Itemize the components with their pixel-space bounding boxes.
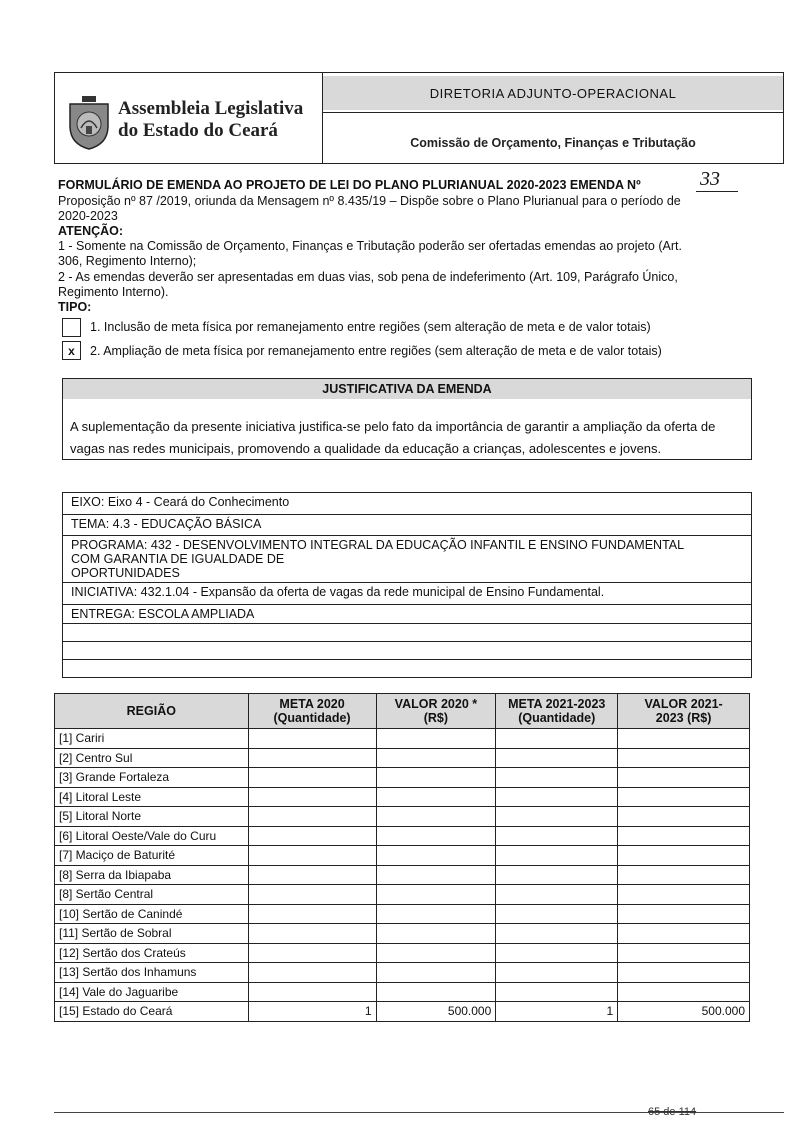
regiao-cell: [8] Serra da Ibiapaba bbox=[55, 865, 249, 885]
valor-2021-2023-cell[interactable] bbox=[618, 807, 750, 827]
proposicao-line-1: Proposição nº 87 /2019, oriunda da Mensagem nº 8.435/19 – Dispõe sobre o Plano Plurianual para o período de bbox=[58, 194, 681, 208]
regiao-cell: [1] Cariri bbox=[55, 729, 249, 749]
header-valor-2020-line1: VALOR 2020 * bbox=[394, 697, 478, 711]
valor-2021-2023-cell[interactable] bbox=[618, 982, 750, 1002]
meta-2020-cell[interactable] bbox=[248, 768, 376, 788]
valor-2021-2023-cell[interactable] bbox=[618, 826, 750, 846]
meta-2021-2023-cell[interactable]: 1 bbox=[496, 1002, 618, 1022]
valor-2020-cell[interactable] bbox=[376, 787, 496, 807]
table-row bbox=[55, 787, 750, 807]
valor-2020-cell[interactable] bbox=[376, 846, 496, 866]
meta-2021-2023-cell[interactable] bbox=[496, 904, 618, 924]
header-meta-2020-line1: META 2020 bbox=[279, 697, 345, 711]
valor-2020-cell[interactable] bbox=[376, 963, 496, 983]
table-header-row bbox=[55, 694, 750, 729]
regiao-cell: [2] Centro Sul bbox=[55, 748, 249, 768]
header-meta-2021-2023-line1: META 2021-2023 bbox=[508, 697, 606, 711]
table-row bbox=[55, 982, 750, 1002]
header-meta-2021-2023 bbox=[496, 694, 618, 729]
regiao-cell: [13] Sertão dos Inhamuns bbox=[55, 963, 249, 983]
form-title: FORMULÁRIO DE EMENDA AO PROJETO DE LEI DO PLANO PLURIANUAL 2020-2023 EMENDA Nº bbox=[58, 178, 641, 192]
meta-2020-cell[interactable] bbox=[248, 963, 376, 983]
valor-2020-cell[interactable] bbox=[376, 826, 496, 846]
table-row bbox=[55, 963, 750, 983]
valor-2021-2023-cell[interactable] bbox=[618, 729, 750, 749]
justificativa-line-1: A suplementação da presente iniciativa justifica-se pelo fato da importância de garantir a ampliação da oferta de bbox=[70, 419, 716, 434]
table-row bbox=[55, 865, 750, 885]
table-row bbox=[55, 885, 750, 905]
justificativa-text[interactable] bbox=[70, 416, 746, 460]
header-regiao: REGIÃO bbox=[55, 694, 249, 729]
iniciativa-field: INICIATIVA: 432.1.04 - Expansão da oferta de vagas da rede municipal de Ensino Fundamental. bbox=[63, 583, 751, 605]
atencao-item-2a: 2 - As emendas deverão ser apresentadas em duas vias, sob pena de indeferimento (Art. 109, Parágrafo Único, bbox=[58, 270, 678, 284]
tipo-2-checkbox[interactable]: x bbox=[62, 341, 81, 360]
meta-2020-cell[interactable] bbox=[248, 748, 376, 768]
meta-2020-cell[interactable] bbox=[248, 924, 376, 944]
meta-2020-cell[interactable] bbox=[248, 982, 376, 1002]
regiao-cell: [7] Maciço de Baturité bbox=[55, 846, 249, 866]
tipo-1-checkbox[interactable] bbox=[62, 318, 81, 337]
valor-2021-2023-cell[interactable] bbox=[618, 787, 750, 807]
entrega-rule-1 bbox=[62, 623, 752, 624]
meta-2020-cell[interactable] bbox=[248, 904, 376, 924]
valor-2021-2023-cell[interactable] bbox=[618, 885, 750, 905]
meta-2021-2023-cell[interactable] bbox=[496, 787, 618, 807]
directorate-title: DIRETORIA ADJUNTO-OPERACIONAL bbox=[429, 86, 677, 101]
entrega-field: ENTREGA: ESCOLA AMPLIADA bbox=[71, 607, 255, 621]
emenda-number: 33 bbox=[700, 168, 720, 190]
table-row bbox=[55, 924, 750, 944]
header-valor-2021-2023 bbox=[618, 694, 750, 729]
meta-2020-cell[interactable] bbox=[248, 846, 376, 866]
regiao-cell: [5] Litoral Norte bbox=[55, 807, 249, 827]
meta-2020-cell[interactable] bbox=[248, 826, 376, 846]
justificativa-heading: JUSTIFICATIVA DA EMENDA bbox=[322, 382, 492, 396]
atencao-item-2b: Regimento Interno). bbox=[58, 285, 169, 299]
valor-2021-2023-cell[interactable] bbox=[618, 943, 750, 963]
tipo-2-label: 2. Ampliação de meta física por remanejamento entre regiões (sem alteração de meta e de valor totais) bbox=[90, 344, 662, 358]
valor-2021-2023-cell[interactable] bbox=[618, 963, 750, 983]
regiao-cell: [14] Vale do Jaguaribe bbox=[55, 982, 249, 1002]
meta-2021-2023-cell[interactable] bbox=[496, 982, 618, 1002]
programa-line-2: COM GARANTIA DE IGUALDADE DE bbox=[71, 552, 285, 566]
table-row bbox=[55, 807, 750, 827]
meta-2021-2023-cell[interactable] bbox=[496, 729, 618, 749]
table-row bbox=[55, 729, 750, 749]
tipo-1-label: 1. Inclusão de meta física por remanejamento entre regiões (sem alteração de meta e de valor totais) bbox=[90, 320, 651, 334]
atencao-item-1a: 1 - Somente na Comissão de Orçamento, Finanças e Tributação poderão ser ofertadas emendas ao projeto (Art. bbox=[58, 239, 682, 253]
page-number: 65 de 114 bbox=[648, 1106, 697, 1118]
org-name-line2: do Estado do Ceará bbox=[118, 120, 278, 141]
regiao-cell: [10] Sertão de Canindé bbox=[55, 904, 249, 924]
table-row bbox=[55, 826, 750, 846]
meta-2021-2023-cell[interactable] bbox=[496, 943, 618, 963]
meta-2020-cell[interactable]: 1 bbox=[248, 1002, 376, 1022]
valor-2020-cell[interactable] bbox=[376, 729, 496, 749]
entrega-rule-2 bbox=[62, 641, 752, 642]
table-row bbox=[55, 1002, 750, 1022]
meta-2021-2023-cell[interactable] bbox=[496, 807, 618, 827]
valor-2020-cell[interactable] bbox=[376, 807, 496, 827]
regiao-table bbox=[54, 693, 750, 1022]
eixo-block bbox=[62, 492, 752, 678]
meta-2021-2023-cell[interactable] bbox=[496, 748, 618, 768]
meta-2020-cell[interactable] bbox=[248, 807, 376, 827]
header-meta-2021-2023-line2: (Quantidade) bbox=[518, 711, 596, 725]
valor-2020-cell[interactable] bbox=[376, 748, 496, 768]
table-row bbox=[55, 846, 750, 866]
programa-line-1: PROGRAMA: 432 - DESENVOLVIMENTO INTEGRAL DA EDUCAÇÃO INFANTIL E ENSINO FUNDAMENTAL bbox=[71, 538, 685, 552]
header-right-rule bbox=[322, 112, 784, 113]
meta-2020-cell[interactable] bbox=[248, 787, 376, 807]
valor-2020-cell[interactable] bbox=[376, 924, 496, 944]
meta-2020-cell[interactable] bbox=[248, 729, 376, 749]
regiao-cell: [3] Grande Fortaleza bbox=[55, 768, 249, 788]
proposicao-line-2: 2020-2023 bbox=[58, 209, 118, 223]
state-seal-icon bbox=[66, 96, 112, 150]
meta-2020-cell[interactable] bbox=[248, 943, 376, 963]
table-row bbox=[55, 748, 750, 768]
table-row bbox=[55, 943, 750, 963]
valor-2021-2023-cell[interactable] bbox=[618, 846, 750, 866]
meta-2021-2023-cell[interactable] bbox=[496, 865, 618, 885]
entrega-rule-4 bbox=[62, 677, 752, 678]
valor-2020-cell[interactable]: 500.000 bbox=[376, 1002, 496, 1022]
org-logo-text bbox=[118, 98, 303, 142]
meta-2021-2023-cell[interactable] bbox=[496, 846, 618, 866]
regiao-cell: [12] Sertão dos Crateús bbox=[55, 943, 249, 963]
table-row bbox=[55, 768, 750, 788]
meta-2020-cell[interactable] bbox=[248, 885, 376, 905]
org-name-line1: Assembleia Legislativa bbox=[118, 98, 304, 119]
atencao-item-1b: 306, Regimento Interno); bbox=[58, 254, 197, 268]
valor-2021-2023-cell[interactable] bbox=[618, 748, 750, 768]
programa-field bbox=[63, 536, 751, 583]
valor-2021-2023-cell[interactable] bbox=[618, 865, 750, 885]
meta-2021-2023-cell[interactable] bbox=[496, 826, 618, 846]
regiao-cell: [15] Estado do Ceará bbox=[55, 1002, 249, 1022]
valor-2020-cell[interactable] bbox=[376, 865, 496, 885]
valor-2021-2023-cell[interactable] bbox=[618, 904, 750, 924]
atencao-label: ATENÇÃO: bbox=[58, 224, 124, 238]
valor-2020-cell[interactable] bbox=[376, 885, 496, 905]
valor-2021-2023-cell[interactable] bbox=[618, 768, 750, 788]
meta-2020-cell[interactable] bbox=[248, 865, 376, 885]
header-valor-2020 bbox=[376, 694, 496, 729]
valor-2020-cell[interactable] bbox=[376, 768, 496, 788]
valor-2020-cell[interactable] bbox=[376, 904, 496, 924]
meta-2021-2023-cell[interactable] bbox=[496, 885, 618, 905]
header-meta-2020 bbox=[248, 694, 376, 729]
valor-2021-2023-cell[interactable] bbox=[618, 924, 750, 944]
header-valor-2021-2023-line2: 2023 (R$) bbox=[655, 711, 712, 725]
committee-name: Comissão de Orçamento, Finanças e Tributação bbox=[410, 136, 696, 150]
meta-2021-2023-cell[interactable] bbox=[496, 924, 618, 944]
meta-2021-2023-cell[interactable] bbox=[496, 768, 618, 788]
meta-2021-2023-cell[interactable] bbox=[496, 963, 618, 983]
regiao-cell: [6] Litoral Oeste/Vale do Curu bbox=[55, 826, 249, 846]
tipo-label: TIPO: bbox=[58, 300, 92, 314]
table-row bbox=[55, 904, 750, 924]
justificativa-line-2: vagas nas redes municipais, promovendo a qualidade da educação a crianças, adolescentes e jovens. bbox=[70, 441, 662, 456]
eixo-field: EIXO: Eixo 4 - Ceará do Conhecimento bbox=[63, 493, 751, 515]
header-valor-2020-line2: (R$) bbox=[423, 711, 449, 725]
entrega-rule-3 bbox=[62, 659, 752, 660]
regiao-cell: [11] Sertão de Sobral bbox=[55, 924, 249, 944]
emenda-number-underline bbox=[696, 191, 738, 192]
programa-line-3: OPORTUNIDADES bbox=[71, 566, 180, 580]
valor-2020-cell[interactable] bbox=[376, 982, 496, 1002]
regiao-cell: [8] Sertão Central bbox=[55, 885, 249, 905]
tema-field: TEMA: 4.3 - EDUCAÇÃO BÁSICA bbox=[63, 515, 751, 536]
valor-2020-cell[interactable] bbox=[376, 943, 496, 963]
valor-2021-2023-cell[interactable]: 500.000 bbox=[618, 1002, 750, 1022]
regiao-cell: [4] Litoral Leste bbox=[55, 787, 249, 807]
header-valor-2021-2023-line1: VALOR 2021- bbox=[644, 697, 723, 711]
header-meta-2020-line2: (Quantidade) bbox=[273, 711, 351, 725]
